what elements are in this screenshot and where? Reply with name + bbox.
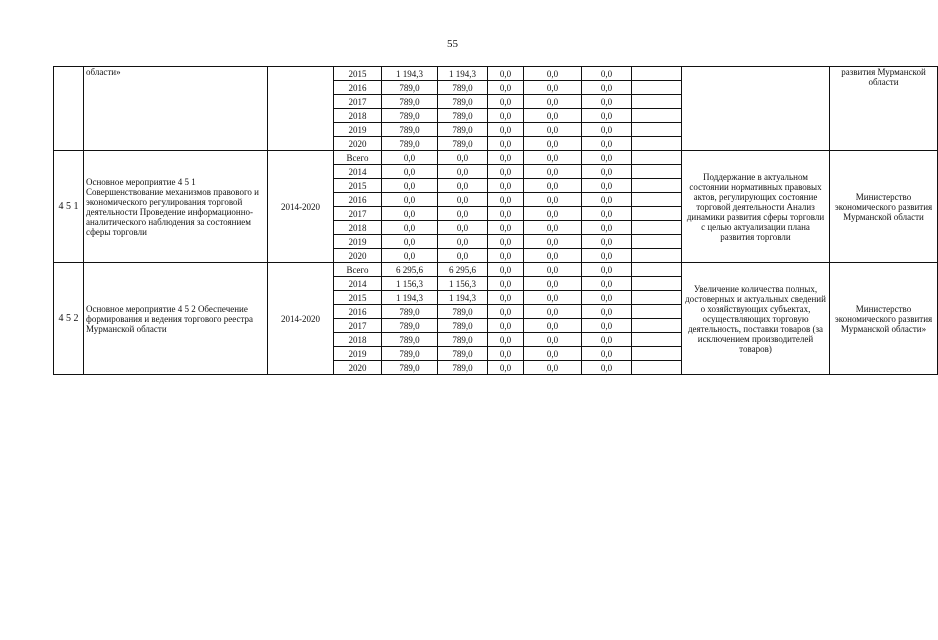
local-budget-cell: 0,0 <box>524 193 582 207</box>
program-activities-table <box>53 66 938 375</box>
total-cell: 0,0 <box>382 249 438 263</box>
total-cell: 0,0 <box>382 179 438 193</box>
regional-budget-cell: 789,0 <box>438 95 488 109</box>
year-cell: 2016 <box>334 305 382 319</box>
local-budget-cell: 0,0 <box>524 67 582 81</box>
total-cell: 789,0 <box>382 347 438 361</box>
empty-cell <box>632 221 682 235</box>
empty-cell <box>632 263 682 277</box>
regional-budget-cell: 6 295,6 <box>438 263 488 277</box>
empty-cell <box>632 67 682 81</box>
year-cell: 2018 <box>334 333 382 347</box>
other-sources-cell: 0,0 <box>582 221 632 235</box>
table-row <box>54 263 938 277</box>
regional-budget-cell: 789,0 <box>438 305 488 319</box>
year-cell: 2016 <box>334 193 382 207</box>
local-budget-cell: 0,0 <box>524 319 582 333</box>
other-sources-cell: 0,0 <box>582 165 632 179</box>
empty-cell <box>632 319 682 333</box>
empty-cell <box>632 123 682 137</box>
other-sources-cell: 0,0 <box>582 361 632 375</box>
other-sources-cell: 0,0 <box>582 291 632 305</box>
empty-cell <box>632 81 682 95</box>
regional-budget-cell: 0,0 <box>438 221 488 235</box>
local-budget-cell: 0,0 <box>524 263 582 277</box>
local-budget-cell: 0,0 <box>524 305 582 319</box>
federal-budget-cell: 0,0 <box>488 123 524 137</box>
regional-budget-cell: 789,0 <box>438 347 488 361</box>
other-sources-cell: 0,0 <box>582 109 632 123</box>
total-cell: 789,0 <box>382 81 438 95</box>
year-cell: 2014 <box>334 165 382 179</box>
local-budget-cell: 0,0 <box>524 165 582 179</box>
federal-budget-cell: 0,0 <box>488 207 524 221</box>
total-cell: 789,0 <box>382 137 438 151</box>
total-cell: 1 156,3 <box>382 277 438 291</box>
federal-budget-cell: 0,0 <box>488 249 524 263</box>
activity-number-cell <box>54 67 84 151</box>
other-sources-cell: 0,0 <box>582 207 632 221</box>
total-cell: 1 194,3 <box>382 67 438 81</box>
empty-cell <box>632 305 682 319</box>
other-sources-cell: 0,0 <box>582 95 632 109</box>
federal-budget-cell: 0,0 <box>488 67 524 81</box>
empty-cell <box>632 333 682 347</box>
local-budget-cell: 0,0 <box>524 235 582 249</box>
empty-cell <box>632 207 682 221</box>
federal-budget-cell: 0,0 <box>488 361 524 375</box>
regional-budget-cell: 1 194,3 <box>438 291 488 305</box>
year-cell: 2019 <box>334 123 382 137</box>
federal-budget-cell: 0,0 <box>488 221 524 235</box>
local-budget-cell: 0,0 <box>524 137 582 151</box>
total-cell: 789,0 <box>382 361 438 375</box>
other-sources-cell: 0,0 <box>582 67 632 81</box>
year-cell: 2020 <box>334 361 382 375</box>
total-cell: 0,0 <box>382 165 438 179</box>
local-budget-cell: 0,0 <box>524 109 582 123</box>
empty-cell <box>632 137 682 151</box>
local-budget-cell: 0,0 <box>524 277 582 291</box>
year-cell: 2018 <box>334 221 382 235</box>
other-sources-cell: 0,0 <box>582 347 632 361</box>
other-sources-cell: 0,0 <box>582 305 632 319</box>
total-cell: 789,0 <box>382 123 438 137</box>
other-sources-cell: 0,0 <box>582 193 632 207</box>
total-cell: 0,0 <box>382 151 438 165</box>
regional-budget-cell: 789,0 <box>438 333 488 347</box>
other-sources-cell: 0,0 <box>582 81 632 95</box>
total-cell: 789,0 <box>382 333 438 347</box>
empty-cell <box>632 361 682 375</box>
empty-cell <box>632 179 682 193</box>
total-cell: 0,0 <box>382 193 438 207</box>
regional-budget-cell: 0,0 <box>438 179 488 193</box>
total-cell: 789,0 <box>382 95 438 109</box>
total-cell: 789,0 <box>382 109 438 123</box>
regional-budget-cell: 789,0 <box>438 137 488 151</box>
local-budget-cell: 0,0 <box>524 291 582 305</box>
local-budget-cell: 0,0 <box>524 347 582 361</box>
empty-cell <box>632 249 682 263</box>
local-budget-cell: 0,0 <box>524 81 582 95</box>
table-row <box>54 151 938 165</box>
federal-budget-cell: 0,0 <box>488 263 524 277</box>
activity-number: 4 5 1 <box>54 151 84 263</box>
local-budget-cell: 0,0 <box>524 95 582 109</box>
regional-budget-cell: 1 156,3 <box>438 277 488 291</box>
regional-budget-cell: 0,0 <box>438 151 488 165</box>
activity-result: Поддержание в актуальном состоянии нормативных правовых актов, регулирующих состояние торговой деятельности Анализ динамики развития сферы торговли с целью актуализации плана развития торговли <box>682 151 830 263</box>
regional-budget-cell: 1 194,3 <box>438 67 488 81</box>
total-cell: 0,0 <box>382 221 438 235</box>
local-budget-cell: 0,0 <box>524 151 582 165</box>
federal-budget-cell: 0,0 <box>488 333 524 347</box>
regional-budget-cell: 789,0 <box>438 123 488 137</box>
federal-budget-cell: 0,0 <box>488 319 524 333</box>
federal-budget-cell: 0,0 <box>488 109 524 123</box>
total-cell: 6 295,6 <box>382 263 438 277</box>
federal-budget-cell: 0,0 <box>488 277 524 291</box>
period-cell <box>268 67 334 151</box>
activity-name: Основное мероприятие 4 5 2 Обеспечение формирования и ведения торгового реестра Мурманской области <box>84 263 268 375</box>
total-cell: 789,0 <box>382 305 438 319</box>
year-cell: 2020 <box>334 137 382 151</box>
empty-cell <box>632 291 682 305</box>
federal-budget-cell: 0,0 <box>488 151 524 165</box>
local-budget-cell: 0,0 <box>524 123 582 137</box>
other-sources-cell: 0,0 <box>582 277 632 291</box>
federal-budget-cell: 0,0 <box>488 179 524 193</box>
other-sources-cell: 0,0 <box>582 249 632 263</box>
activity-name: Основное мероприятие 4 5 1 Совершенствование механизмов правового и экономического регулирования торговой деятельности Проведение информационно-аналитического наблюдения за состоянием сферы торговли <box>84 151 268 263</box>
local-budget-cell: 0,0 <box>524 333 582 347</box>
local-budget-cell: 0,0 <box>524 361 582 375</box>
year-cell: 2015 <box>334 67 382 81</box>
federal-budget-cell: 0,0 <box>488 95 524 109</box>
federal-budget-cell: 0,0 <box>488 165 524 179</box>
total-cell: 789,0 <box>382 319 438 333</box>
other-sources-cell: 0,0 <box>582 235 632 249</box>
total-cell: 0,0 <box>382 207 438 221</box>
year-cell: 2017 <box>334 319 382 333</box>
activity-period: 2014-2020 <box>268 151 334 263</box>
year-cell: 2016 <box>334 81 382 95</box>
total-cell: 0,0 <box>382 235 438 249</box>
federal-budget-cell: 0,0 <box>488 291 524 305</box>
empty-cell <box>632 347 682 361</box>
federal-budget-cell: 0,0 <box>488 347 524 361</box>
regional-budget-cell: 789,0 <box>438 81 488 95</box>
local-budget-cell: 0,0 <box>524 179 582 193</box>
federal-budget-cell: 0,0 <box>488 81 524 95</box>
table-row <box>54 67 938 81</box>
year-cell: 2015 <box>334 291 382 305</box>
year-cell: Всего <box>334 263 382 277</box>
executor-continuation: развития Мурманской области <box>830 67 938 151</box>
result-cell <box>682 67 830 151</box>
year-cell: 2018 <box>334 109 382 123</box>
year-cell: 2017 <box>334 95 382 109</box>
other-sources-cell: 0,0 <box>582 179 632 193</box>
local-budget-cell: 0,0 <box>524 207 582 221</box>
empty-cell <box>632 277 682 291</box>
regional-budget-cell: 0,0 <box>438 165 488 179</box>
federal-budget-cell: 0,0 <box>488 305 524 319</box>
empty-cell <box>632 193 682 207</box>
other-sources-cell: 0,0 <box>582 137 632 151</box>
year-cell: 2014 <box>334 277 382 291</box>
table-body <box>54 67 938 375</box>
regional-budget-cell: 789,0 <box>438 109 488 123</box>
page-number: 55 <box>447 38 458 50</box>
federal-budget-cell: 0,0 <box>488 193 524 207</box>
regional-budget-cell: 789,0 <box>438 319 488 333</box>
empty-cell <box>632 95 682 109</box>
other-sources-cell: 0,0 <box>582 263 632 277</box>
regional-budget-cell: 0,0 <box>438 193 488 207</box>
empty-cell <box>632 165 682 179</box>
other-sources-cell: 0,0 <box>582 333 632 347</box>
federal-budget-cell: 0,0 <box>488 235 524 249</box>
year-cell: 2019 <box>334 347 382 361</box>
year-cell: 2019 <box>334 235 382 249</box>
year-cell: 2015 <box>334 179 382 193</box>
empty-cell <box>632 151 682 165</box>
activity-number: 4 5 2 <box>54 263 84 375</box>
other-sources-cell: 0,0 <box>582 123 632 137</box>
federal-budget-cell: 0,0 <box>488 137 524 151</box>
regional-budget-cell: 0,0 <box>438 249 488 263</box>
year-cell: 2020 <box>334 249 382 263</box>
activity-executor: Министерство экономического развития Мурманской области» <box>830 263 938 375</box>
local-budget-cell: 0,0 <box>524 221 582 235</box>
regional-budget-cell: 0,0 <box>438 235 488 249</box>
year-cell: 2017 <box>334 207 382 221</box>
empty-cell <box>632 109 682 123</box>
activity-executor: Министерство экономического развития Мурманской области <box>830 151 938 263</box>
year-cell: Всего <box>334 151 382 165</box>
total-cell: 1 194,3 <box>382 291 438 305</box>
regional-budget-cell: 0,0 <box>438 207 488 221</box>
regional-budget-cell: 789,0 <box>438 361 488 375</box>
activity-name-continuation: области» <box>84 67 268 151</box>
local-budget-cell: 0,0 <box>524 249 582 263</box>
empty-cell <box>632 235 682 249</box>
other-sources-cell: 0,0 <box>582 319 632 333</box>
activity-period: 2014-2020 <box>268 263 334 375</box>
other-sources-cell: 0,0 <box>582 151 632 165</box>
activity-result: Увеличение количества полных, достоверных и актуальных сведений о хозяйствующих субъектах, осуществляющих торговую деятельность, поставки товаров (за исключением производителей товаров) <box>682 263 830 375</box>
